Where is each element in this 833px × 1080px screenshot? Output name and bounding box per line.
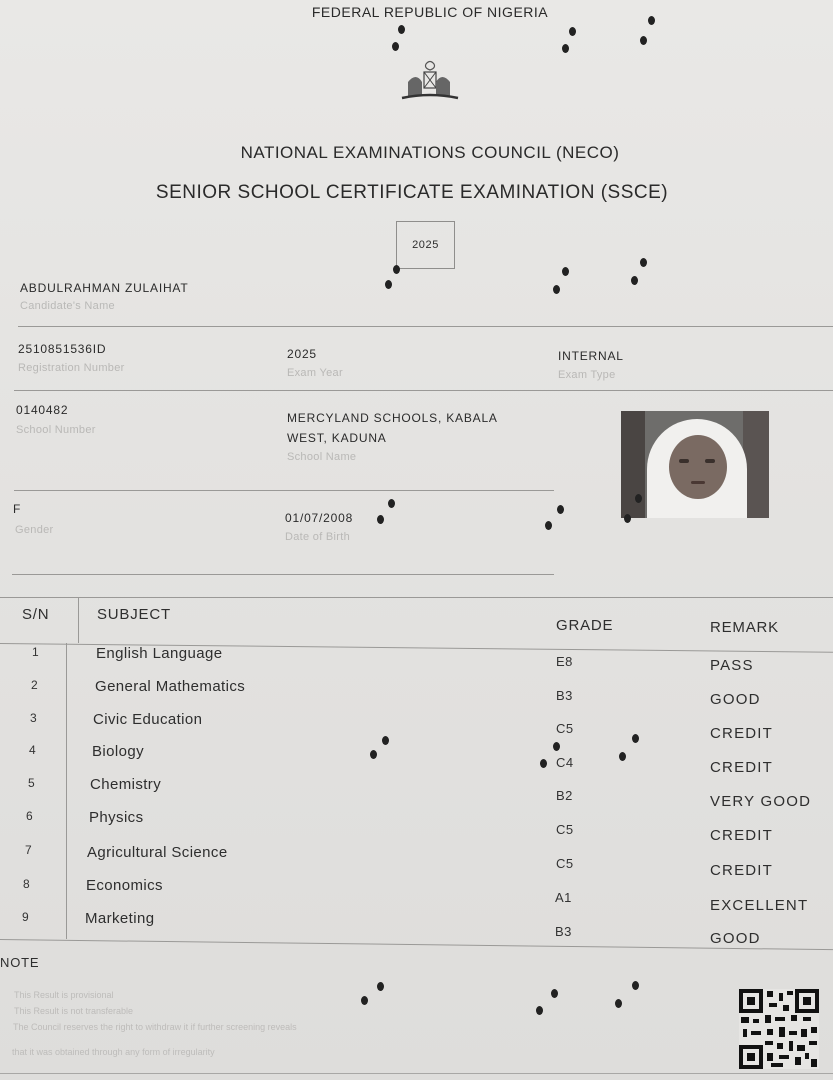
table-row-sn: 6: [26, 809, 33, 823]
school-number: 0140482: [16, 403, 69, 417]
remark-header: REMARK: [710, 619, 779, 636]
subject-header: SUBJECT: [97, 606, 171, 623]
year-box: 2025: [396, 221, 455, 269]
table-row-remark: VERY GOOD: [710, 793, 812, 810]
table-row-remark: CREDIT: [710, 725, 774, 742]
table-row-remark: PASS: [710, 657, 754, 674]
table-row-sn: 4: [29, 743, 36, 757]
table-row-remark: GOOD: [710, 930, 761, 947]
candidate-name: ABDULRAHMAN ZULAIHAT: [20, 281, 189, 295]
school-name-line1: MERCYLAND SCHOOLS, KABALA: [287, 411, 498, 425]
registration-label: Registration Number: [18, 362, 125, 374]
school-number-label: School Number: [16, 424, 96, 436]
table-row-subject: Civic Education: [93, 711, 203, 728]
table-row-subject: Biology: [92, 743, 144, 760]
table-row-grade: C5: [556, 721, 574, 736]
table-row-remark: CREDIT: [710, 759, 774, 776]
gender: F: [13, 502, 22, 516]
table-row-subject: English Language: [96, 645, 223, 662]
table-row-remark: CREDIT: [710, 862, 774, 879]
candidate-photo: [621, 411, 769, 518]
exam-year-label: Exam Year: [287, 367, 343, 379]
school-name-label: School Name: [287, 451, 357, 463]
table-row-grade: B3: [556, 688, 573, 703]
dob-label: Date of Birth: [285, 531, 351, 543]
table-row-sn: 8: [23, 877, 30, 891]
note-line: This Result is provisional: [14, 990, 114, 1000]
note-line: This Result is not transferable: [14, 1006, 134, 1016]
table-row-grade: B3: [555, 924, 572, 939]
table-row-sn: 9: [22, 910, 29, 924]
table-row-grade: B2: [556, 788, 573, 803]
exam-type-label: Exam Type: [558, 369, 616, 381]
qr-code-icon: [739, 989, 819, 1069]
exam-year: 2025: [287, 347, 317, 361]
table-row-remark: EXCELLENT: [710, 897, 809, 914]
table-row-grade: E8: [556, 654, 573, 669]
table-row-subject: Chemistry: [90, 776, 162, 793]
table-row-sn: 3: [30, 711, 37, 725]
table-row-sn: 2: [31, 678, 38, 692]
table-row-subject: Economics: [86, 877, 163, 894]
sn-header: S/N: [22, 606, 50, 623]
grade-header: GRADE: [556, 617, 614, 634]
table-row-grade: C5: [556, 856, 574, 871]
table-row-subject: Agricultural Science: [87, 844, 228, 861]
exam-heading: SENIOR SCHOOL CERTIFICATE EXAMINATION (SSCE): [155, 182, 669, 203]
gender-label: Gender: [15, 524, 54, 536]
table-row-remark: GOOD: [710, 691, 761, 708]
registration-number: 2510851536ID: [18, 342, 107, 356]
table-row-subject: Marketing: [85, 910, 155, 927]
date-of-birth: 01/07/2008: [285, 511, 354, 525]
table-row-grade: A1: [555, 890, 572, 905]
note-line: The Council reserves the right to withdraw it if further screening reveals: [13, 1022, 297, 1032]
table-row-subject: General Mathematics: [95, 678, 246, 695]
table-row-sn: 1: [32, 645, 39, 659]
table-row-grade: C5: [556, 822, 574, 837]
school-name-line2: WEST, KADUNA: [287, 431, 387, 445]
table-row-sn: 7: [25, 843, 32, 857]
table-row-subject: Physics: [89, 809, 144, 826]
country-heading: FEDERAL REPUBLIC OF NIGERIA: [311, 4, 549, 20]
note-title: NOTE: [0, 955, 40, 970]
coat-of-arms-icon: [396, 58, 462, 106]
candidate-name-label: Candidate's Name: [20, 300, 115, 312]
exam-type: INTERNAL: [558, 349, 624, 363]
council-heading: NATIONAL EXAMINATIONS COUNCIL (NECO): [240, 143, 620, 162]
table-row-grade: C4: [556, 755, 574, 770]
table-row-sn: 5: [28, 776, 35, 790]
table-row-remark: CREDIT: [710, 827, 774, 844]
note-line: that it was obtained through any form of irregularity: [12, 1047, 215, 1057]
